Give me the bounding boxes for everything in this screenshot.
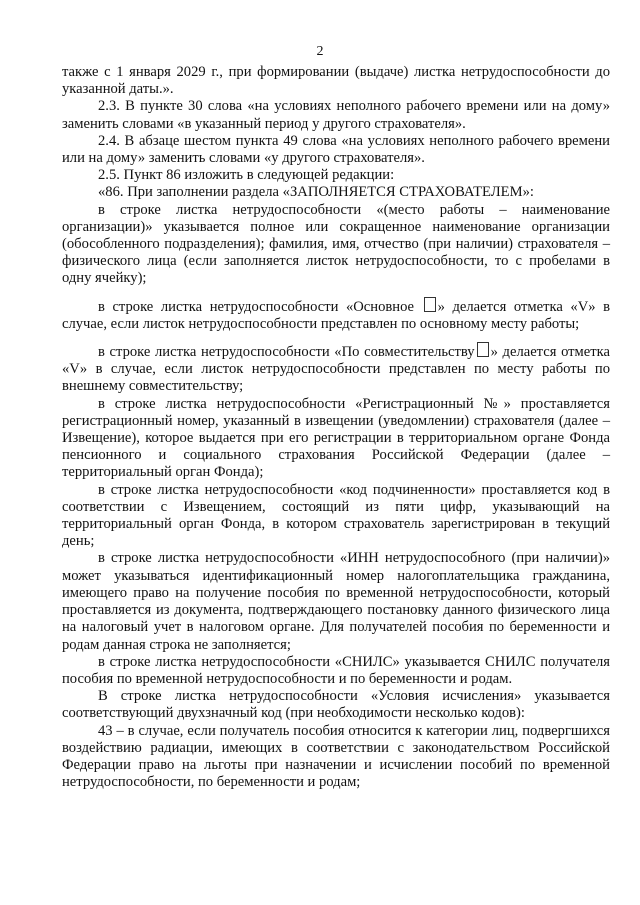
paragraph-2-4: 2.4. В абзаце шестом пункта 49 слова «на условиях неполного рабочего времени или на дому» заменить словами «у другого страхователя». [62, 132, 610, 167]
paragraph-snils: в строке листка нетрудоспособности «СНИЛС» указывается СНИЛС получателя пособия по временной нетрудоспособности и по беременности и родам. [62, 653, 610, 687]
part-time-text-after: » делается отметка «V» в случае, если листок нетрудоспособности представлен по месту работы по внешнему совместительству; [62, 344, 610, 395]
part-time-text-before: в строке листка нетрудоспособности «По совместительству [98, 344, 475, 361]
document-body [62, 64, 610, 791]
paragraph-main-job [62, 297, 610, 333]
paragraph-calculation-conditions: В строке листка нетрудоспособности «Условия исчисления» указывается соответствующий двухзначный код (при необходимости несколько кодов): [62, 688, 610, 722]
paragraph-86-heading: «86. При заполнении раздела «ЗАПОЛНЯЕТСЯ СТРАХОВАТЕЛЕМ»: [98, 184, 534, 201]
paragraph-registration-number: в строке листка нетрудоспособности «Регистрационный №» проставляется регистрационный номер, указанный в извещении (уведомлении) страхователя (далее – Извещение), которое выдается при его регистрации в территориальном органе Фонда пенсионного и социального страхования Российской Федерации (далее – территориальный орган Фонда); [62, 395, 610, 481]
paragraph-code-43: 43 – в случае, если получатель пособия относится к категории лиц, подвергшихся воздействию радиации, имеющих в соответствии с законодательством Российской Федерации право на льготы при назначении и исчислении пособий по временной нетрудоспособности, по беременности и родам; [62, 722, 610, 791]
paragraph-inn: в строке листка нетрудоспособности «ИНН нетрудоспособного (при наличии)» может указываться идентификационный номер налогоплательщика гражданина, имеющего право на получение пособия по временной нетрудоспособности, который проставляется из документа, подтверждающего постановку данного физического лица на налоговый учет в налоговом органе. Для получателей пособия по беременности и родам данная строка не заполняется; [62, 550, 610, 653]
paragraph-2-5: 2.5. Пункт 86 изложить в следующей редакции: [98, 167, 395, 184]
paragraph-part-time [62, 342, 610, 396]
paragraph-continuation: также с 1 января 2029 г., при формировании (выдаче) листка нетрудоспособности до указанной даты.». [62, 64, 610, 98]
main-job-checkbox-icon [424, 297, 436, 312]
main-job-text-before: в строке листка нетрудоспособности «Основное [98, 298, 422, 315]
paragraph-subordination-code: в строке листка нетрудоспособности «код подчиненности» проставляется код в соответствии с Извещением, состоящий из пяти цифр, указывающий на территориальный орган Фонда, в котором страхователь зарегистрирован в текущий день; [62, 481, 610, 550]
main-job-text-after: » делается отметка «V» в случае, если листок нетрудоспособности представлен по основному месту работы; [62, 298, 610, 332]
paragraph-2-3: 2.3. В пункте 30 слова «на условиях неполного рабочего времени или на дому» заменить словами «в указанный период у другого страхователя». [62, 98, 610, 132]
paragraph-place-of-work: в строке листка нетрудоспособности «(место работы – наименование организации)» указывается полное или сокращенное наименование организации (обособленного подразделения); фамилия, имя, отчество (при наличии) страхователя – физического лица (если заполняется листок нетрудоспособности, то с пробелами в одну ячейку); [62, 201, 610, 287]
page-number: 2 [316, 44, 324, 59]
part-time-checkbox-icon [477, 342, 489, 357]
